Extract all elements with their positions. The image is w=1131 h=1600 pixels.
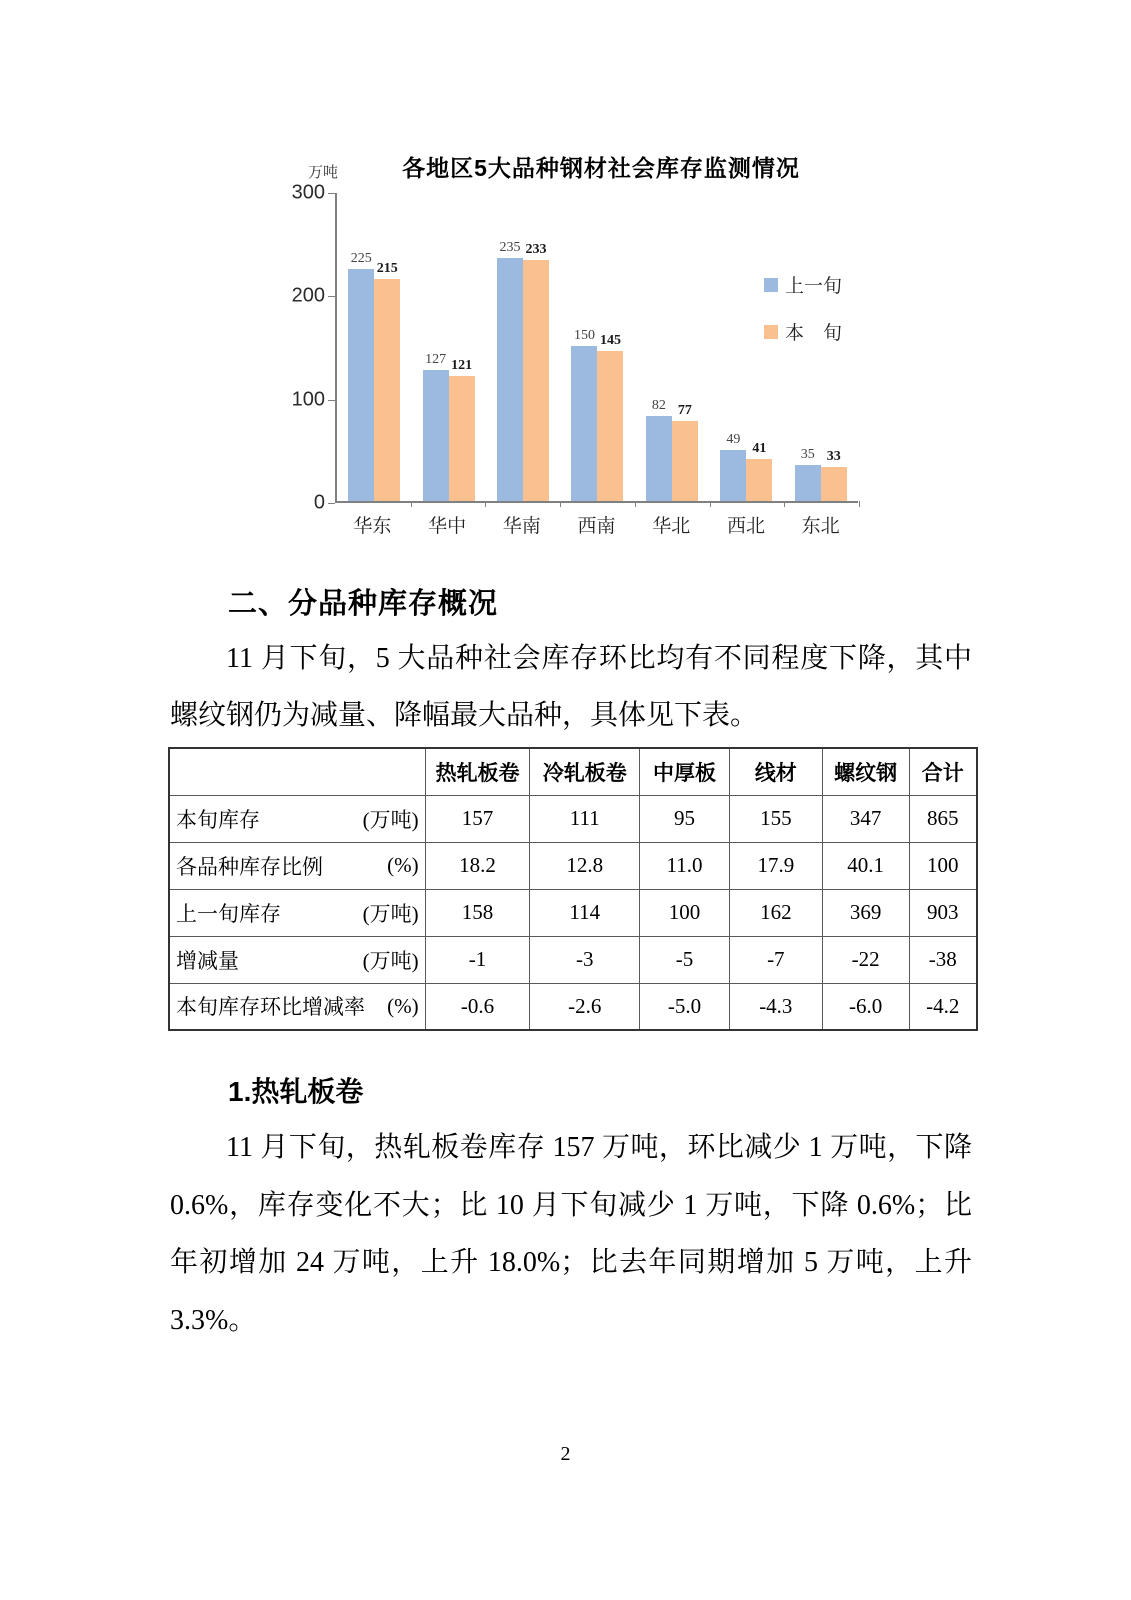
y-axis-tick-mark	[328, 400, 335, 401]
table-row-label-inner	[176, 851, 419, 881]
table-row-label-cell	[169, 983, 425, 1030]
table-row-unit: (万吨)	[362, 901, 419, 926]
table-value-cell: 865	[909, 795, 977, 842]
table-header-row	[169, 748, 977, 795]
bar-value-label: 225	[350, 250, 372, 266]
table-value-cell: -4.2	[909, 983, 977, 1030]
bar-value-label: 121	[451, 357, 473, 373]
table-value-cell: -2.6	[530, 983, 640, 1030]
legend-swatch	[764, 325, 778, 339]
x-axis-tick-mark	[635, 501, 636, 507]
chart-plot	[291, 181, 858, 514]
x-axis-category-label: 东北	[801, 516, 840, 537]
bar-value-label: 41	[752, 440, 767, 456]
table-value-cell: 369	[822, 889, 909, 936]
bar-value-label: 235	[499, 240, 521, 256]
x-axis-tick-mark	[859, 501, 860, 507]
x-axis-category-label: 华南	[502, 516, 541, 537]
table-row-label-inner	[176, 991, 419, 1021]
x-axis-category-label: 西北	[726, 516, 765, 537]
table-column-header: 中厚板	[640, 748, 730, 795]
bar-column	[746, 441, 772, 501]
y-axis-tick-mark	[328, 193, 335, 194]
bar-previous-period	[571, 346, 597, 501]
bar-value-label: 77	[677, 403, 692, 419]
y-axis-tick-label: 0	[313, 491, 325, 514]
bar-column	[449, 358, 475, 501]
bar-current-period	[821, 467, 847, 501]
bar-group	[784, 193, 858, 501]
x-axis-category-label: 西南	[577, 516, 616, 537]
table-row-label-cell	[169, 889, 425, 936]
legend-item	[764, 271, 842, 298]
table-row-unit: (%)	[387, 993, 419, 1018]
bar-column	[523, 242, 549, 501]
bar-value-label: 150	[573, 328, 595, 343]
y-axis-tick-mark	[328, 296, 335, 297]
bar-group	[709, 193, 783, 501]
chart-bar-groups	[337, 193, 858, 501]
bar-value-label: 35	[800, 446, 815, 462]
bar-previous-period	[497, 258, 523, 501]
table-row	[169, 795, 977, 842]
bar-column	[571, 328, 597, 501]
table-value-cell: 100	[909, 842, 977, 889]
bar-column	[646, 398, 672, 501]
inventory-table-body	[169, 748, 977, 1030]
section-heading: 二、分品种库存概况	[228, 588, 499, 620]
section-paragraph: 11 月下旬，5 大品种社会库存环比均有不同程度下降，其中螺纹钢仍为减量、降幅最大品种，具体见下表。	[170, 643, 972, 731]
x-axis-category-label: 华北	[652, 516, 691, 537]
bar-column	[821, 449, 847, 501]
bar-column	[497, 240, 523, 501]
y-axis-tick-label: 300	[291, 181, 325, 204]
legend-label: 本 旬	[784, 323, 842, 344]
table-row-unit: (万吨)	[362, 948, 419, 973]
x-axis-tick-mark	[560, 501, 561, 507]
table-row-label-cell	[169, 795, 425, 842]
x-axis-tick-mark	[411, 501, 412, 507]
subsection-heading: 1.热轧板卷	[228, 1076, 364, 1107]
x-axis-tick-mark	[710, 501, 711, 507]
table-row-label: 各品种库存比例	[176, 854, 323, 879]
table-row	[169, 983, 977, 1030]
table-column-header: 线材	[729, 748, 822, 795]
bar-previous-period	[646, 416, 672, 501]
bar-group	[411, 193, 485, 501]
table-row-label: 上一旬库存	[176, 901, 281, 926]
table-row-label-cell	[169, 842, 425, 889]
bar-current-period	[746, 459, 772, 501]
table-value-cell: -3	[530, 936, 640, 983]
y-axis-tick-mark	[328, 503, 335, 504]
table-corner-cell	[169, 748, 425, 795]
table-value-cell: 40.1	[822, 842, 909, 889]
chart-x-axis-labels	[335, 511, 858, 538]
table-column-header: 螺纹钢	[822, 748, 909, 795]
table-value-cell: 111	[530, 795, 640, 842]
bar-value-label: 49	[726, 432, 741, 448]
table-column-header: 热轧板卷	[425, 748, 530, 795]
bar-previous-period	[348, 269, 374, 502]
bar-value-label: 215	[376, 260, 398, 276]
y-axis-tick-label: 200	[291, 284, 325, 307]
table-row-label: 本旬库存环比增减率	[176, 995, 365, 1020]
page-number: 2	[560, 1443, 571, 1465]
table-value-cell: -1	[425, 936, 530, 983]
x-axis-tick-mark	[784, 501, 785, 507]
chart-y-unit-label: 万吨	[308, 165, 339, 181]
table-value-cell: -5.0	[640, 983, 730, 1030]
bar-column	[795, 447, 821, 501]
table-row-label: 本旬库存	[176, 807, 260, 832]
bar-group	[635, 193, 709, 501]
bar-current-period	[374, 279, 400, 501]
table-value-cell: 162	[729, 889, 822, 936]
x-axis-tick-mark	[485, 501, 486, 507]
bar-current-period	[597, 351, 623, 501]
bar-value-label: 145	[599, 333, 621, 349]
table-value-cell: 157	[425, 795, 530, 842]
bar-value-label: 82	[651, 398, 666, 414]
table-value-cell: -5	[640, 936, 730, 983]
bar-column	[423, 352, 449, 501]
table-value-cell: 347	[822, 795, 909, 842]
inventory-chart	[288, 148, 874, 560]
bar-previous-period	[795, 465, 821, 501]
table-value-cell: 155	[729, 795, 822, 842]
bar-current-period	[449, 376, 475, 501]
table-value-cell: 18.2	[425, 842, 530, 889]
table-value-cell: 12.8	[530, 842, 640, 889]
table-value-cell: 903	[909, 889, 977, 936]
x-axis-category-label: 华中	[428, 516, 467, 537]
bar-current-period	[672, 421, 698, 501]
legend-item	[764, 318, 842, 345]
chart-legend	[764, 271, 842, 345]
bar-current-period	[523, 260, 549, 501]
table-row-unit: (万吨)	[362, 807, 419, 832]
bar-group	[486, 193, 560, 501]
table-row-unit: (%)	[387, 853, 419, 877]
table-value-cell: 11.0	[640, 842, 730, 889]
legend-swatch	[764, 278, 778, 292]
table-row	[169, 842, 977, 889]
subsection-paragraph: 11 月下旬，热轧板卷库存 157 万吨，环比减少 1 万吨，下降 0.6%，库存变化不大；比 10 月下旬减少 1 万吨，下降 0.6%；比年初增加 24 万吨，上升 18.0%；比去年同期增加 5 万吨，上升 3.3%。	[170, 1132, 972, 1336]
table-value-cell: 114	[530, 889, 640, 936]
bar-column	[374, 261, 400, 501]
table-value-cell: -0.6	[425, 983, 530, 1030]
table-value-cell: 17.9	[729, 842, 822, 889]
table-row-label-inner	[176, 945, 419, 975]
table-value-cell: 100	[640, 889, 730, 936]
bar-previous-period	[720, 450, 746, 501]
chart-title: 各地区5大品种钢材社会库存监测情况	[402, 155, 800, 181]
table-value-cell: 95	[640, 795, 730, 842]
table-row-label-inner	[176, 804, 419, 834]
bar-column	[597, 333, 623, 501]
table-row-label-inner	[176, 898, 419, 928]
bar-column	[348, 251, 374, 502]
table-value-cell: -22	[822, 936, 909, 983]
bar-group	[560, 193, 634, 501]
table-row-label-cell	[169, 936, 425, 983]
table-value-cell: -4.3	[729, 983, 822, 1030]
bar-value-label: 233	[525, 242, 547, 258]
x-axis-category-label: 华东	[353, 516, 392, 537]
legend-label: 上一旬	[784, 276, 842, 297]
table-row-label: 增减量	[176, 948, 239, 973]
bar-column	[672, 403, 698, 501]
table-column-header: 合计	[909, 748, 977, 795]
table-value-cell: 158	[425, 889, 530, 936]
bar-column	[720, 432, 746, 501]
table-column-header: 冷轧板卷	[530, 748, 640, 795]
table-row	[169, 936, 977, 983]
inventory-table	[168, 747, 978, 1031]
table-value-cell: -38	[909, 936, 977, 983]
bar-group	[337, 193, 411, 501]
y-axis-tick-label: 100	[291, 388, 325, 411]
table-value-cell: -7	[729, 936, 822, 983]
table-row	[169, 889, 977, 936]
bar-value-label: 33	[826, 448, 841, 464]
bar-previous-period	[423, 370, 449, 501]
bar-value-label: 127	[425, 351, 447, 367]
table-value-cell: -6.0	[822, 983, 909, 1030]
